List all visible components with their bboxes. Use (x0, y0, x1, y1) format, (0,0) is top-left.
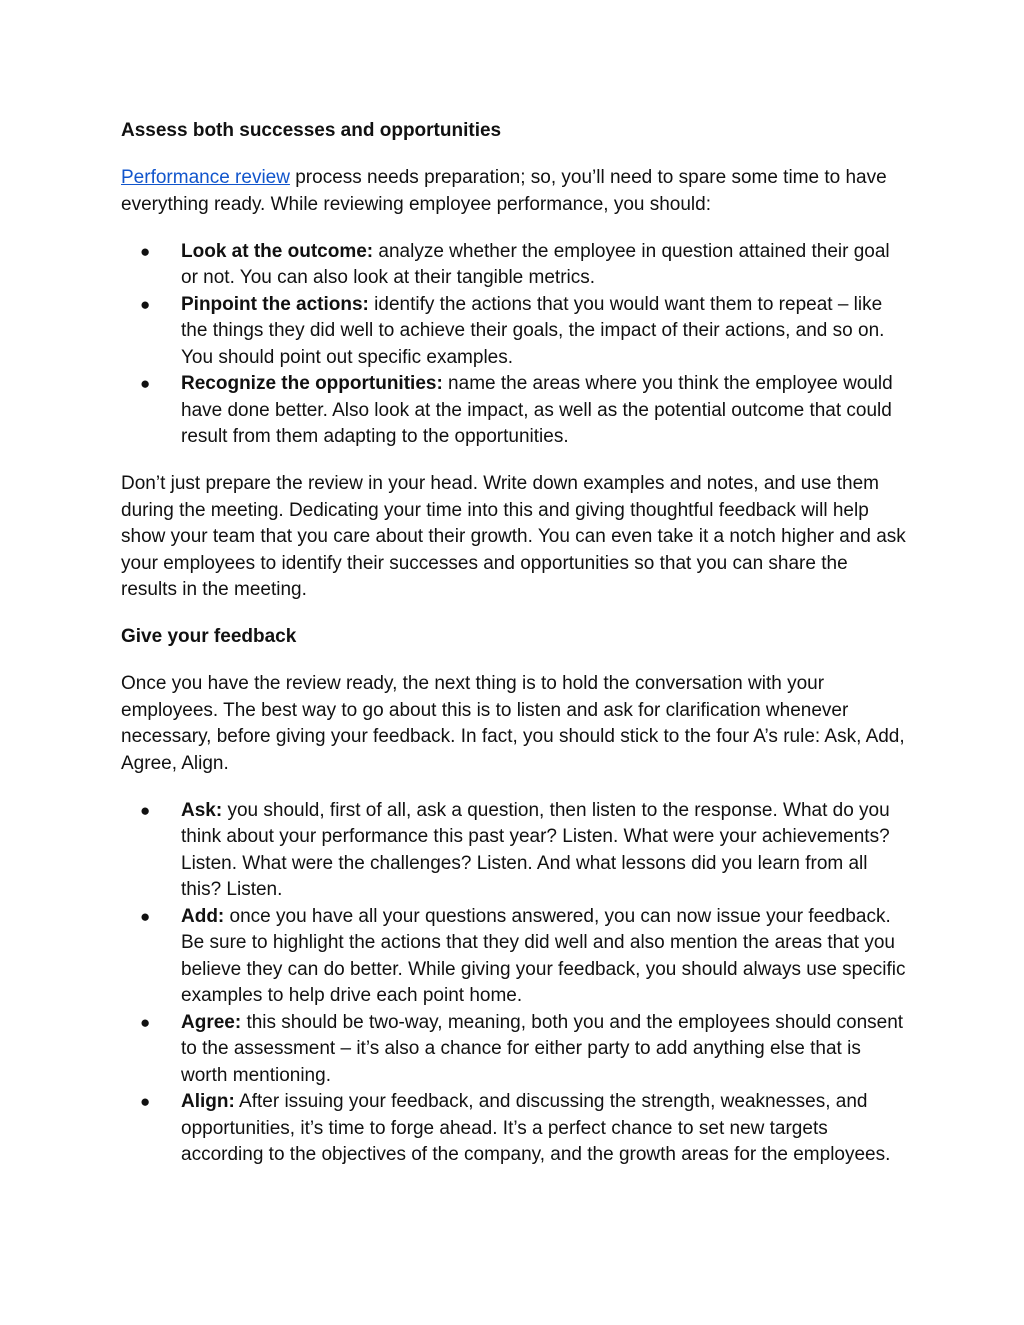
list-item (121, 798, 907, 904)
list-item (121, 1089, 907, 1169)
bullet-text: this should be two-way, meaning, both you and the employees should consent to the assessment – it’s also a chance for either party to add anything else that is worth mentioning. (181, 1011, 904, 1086)
bullet-term: Recognize the opportunities: (181, 373, 443, 394)
bullet-text: analyze whether the employee in question attained their goal or not. You can also look at their tangible metrics. (181, 240, 890, 288)
bullet-text: identify the actions that you would want them to repeat – like the things they did well to achieve their goals, the impact of their actions, and so on. You should point out specific examples. (181, 293, 885, 368)
bullet-icon: ● (140, 906, 151, 926)
bullet-text: After issuing your feedback, and discussing the strength, weaknesses, and opportunities, it’s time to forge ahead. It’s a perfect chance to set new targets according to the objectives of the company, and the growth areas for the employees. (181, 1091, 891, 1165)
section-heading-assess: Assess both successes and opportunities (121, 120, 502, 141)
section-heading-feedback: Give your feedback (121, 626, 297, 647)
document-page (121, 118, 907, 1189)
bullet-term: Align: (181, 1091, 235, 1112)
bullet-icon: ● (140, 1012, 151, 1032)
intro-paragraph-feedback: Once you have the review ready, the next thing is to hold the conversation with your employees. The best way to go about this is to listen and ask for clarification whenever necessary, before giving your feedback. In fact, you should stick to the four A’s rule: Ask, Add, Agree, Align. (121, 673, 905, 774)
list-item (121, 371, 907, 451)
bullet-text: you should, first of all, ask a question, then listen to the response. What do you think about your performance this past year? Listen. What were your achievements? Listen. What were the challenges? Listen. And what lessons did you learn from all this? Listen. (181, 799, 890, 900)
intro-paragraph-assess (121, 165, 907, 218)
bullet-text: name the areas where you think the employee would have done better. Also look at the impact, as well as the potential outcome that could result from them adapting to the opportunities. (181, 373, 893, 447)
closing-paragraph-assess: Don’t just prepare the review in your head. Write down examples and notes, and use them during the meeting. Dedicating your time into this and giving thoughtful feedback will help show your team that you care about their growth. You can even take it a notch higher and ask your employees to identify their successes and opportunities so that you can share the results in the meeting. (121, 473, 906, 600)
bullet-term: Add: (181, 905, 225, 927)
list-item (121, 1010, 907, 1090)
bullet-term: Pinpoint the actions: (181, 293, 369, 315)
assess-bullet-list (121, 239, 907, 451)
list-item (121, 292, 907, 372)
bullet-text: once you have all your questions answered, you can now issue your feedback. Be sure to highlight the actions that they did well and also mention the areas that you believe they can do better. While giving your feedback, you should always use specific examples to help drive each point home. (181, 905, 906, 1006)
feedback-bullet-list (121, 798, 907, 1169)
performance-review-link[interactable]: Performance review (121, 167, 290, 188)
bullet-icon: ● (140, 374, 151, 393)
list-item (121, 904, 907, 1010)
bullet-icon: ● (140, 800, 151, 820)
bullet-icon: ● (140, 1092, 151, 1111)
bullet-icon: ● (140, 294, 151, 314)
list-item (121, 239, 907, 292)
intro-text: process needs preparation; so, you’ll need to spare some time to have everything ready. While reviewing employee performance, you should: (121, 167, 887, 215)
bullet-icon: ● (140, 241, 151, 261)
bullet-term: Look at the outcome: (181, 240, 374, 262)
bullet-term: Agree: (181, 1011, 242, 1033)
bullet-term: Ask: (181, 799, 223, 821)
